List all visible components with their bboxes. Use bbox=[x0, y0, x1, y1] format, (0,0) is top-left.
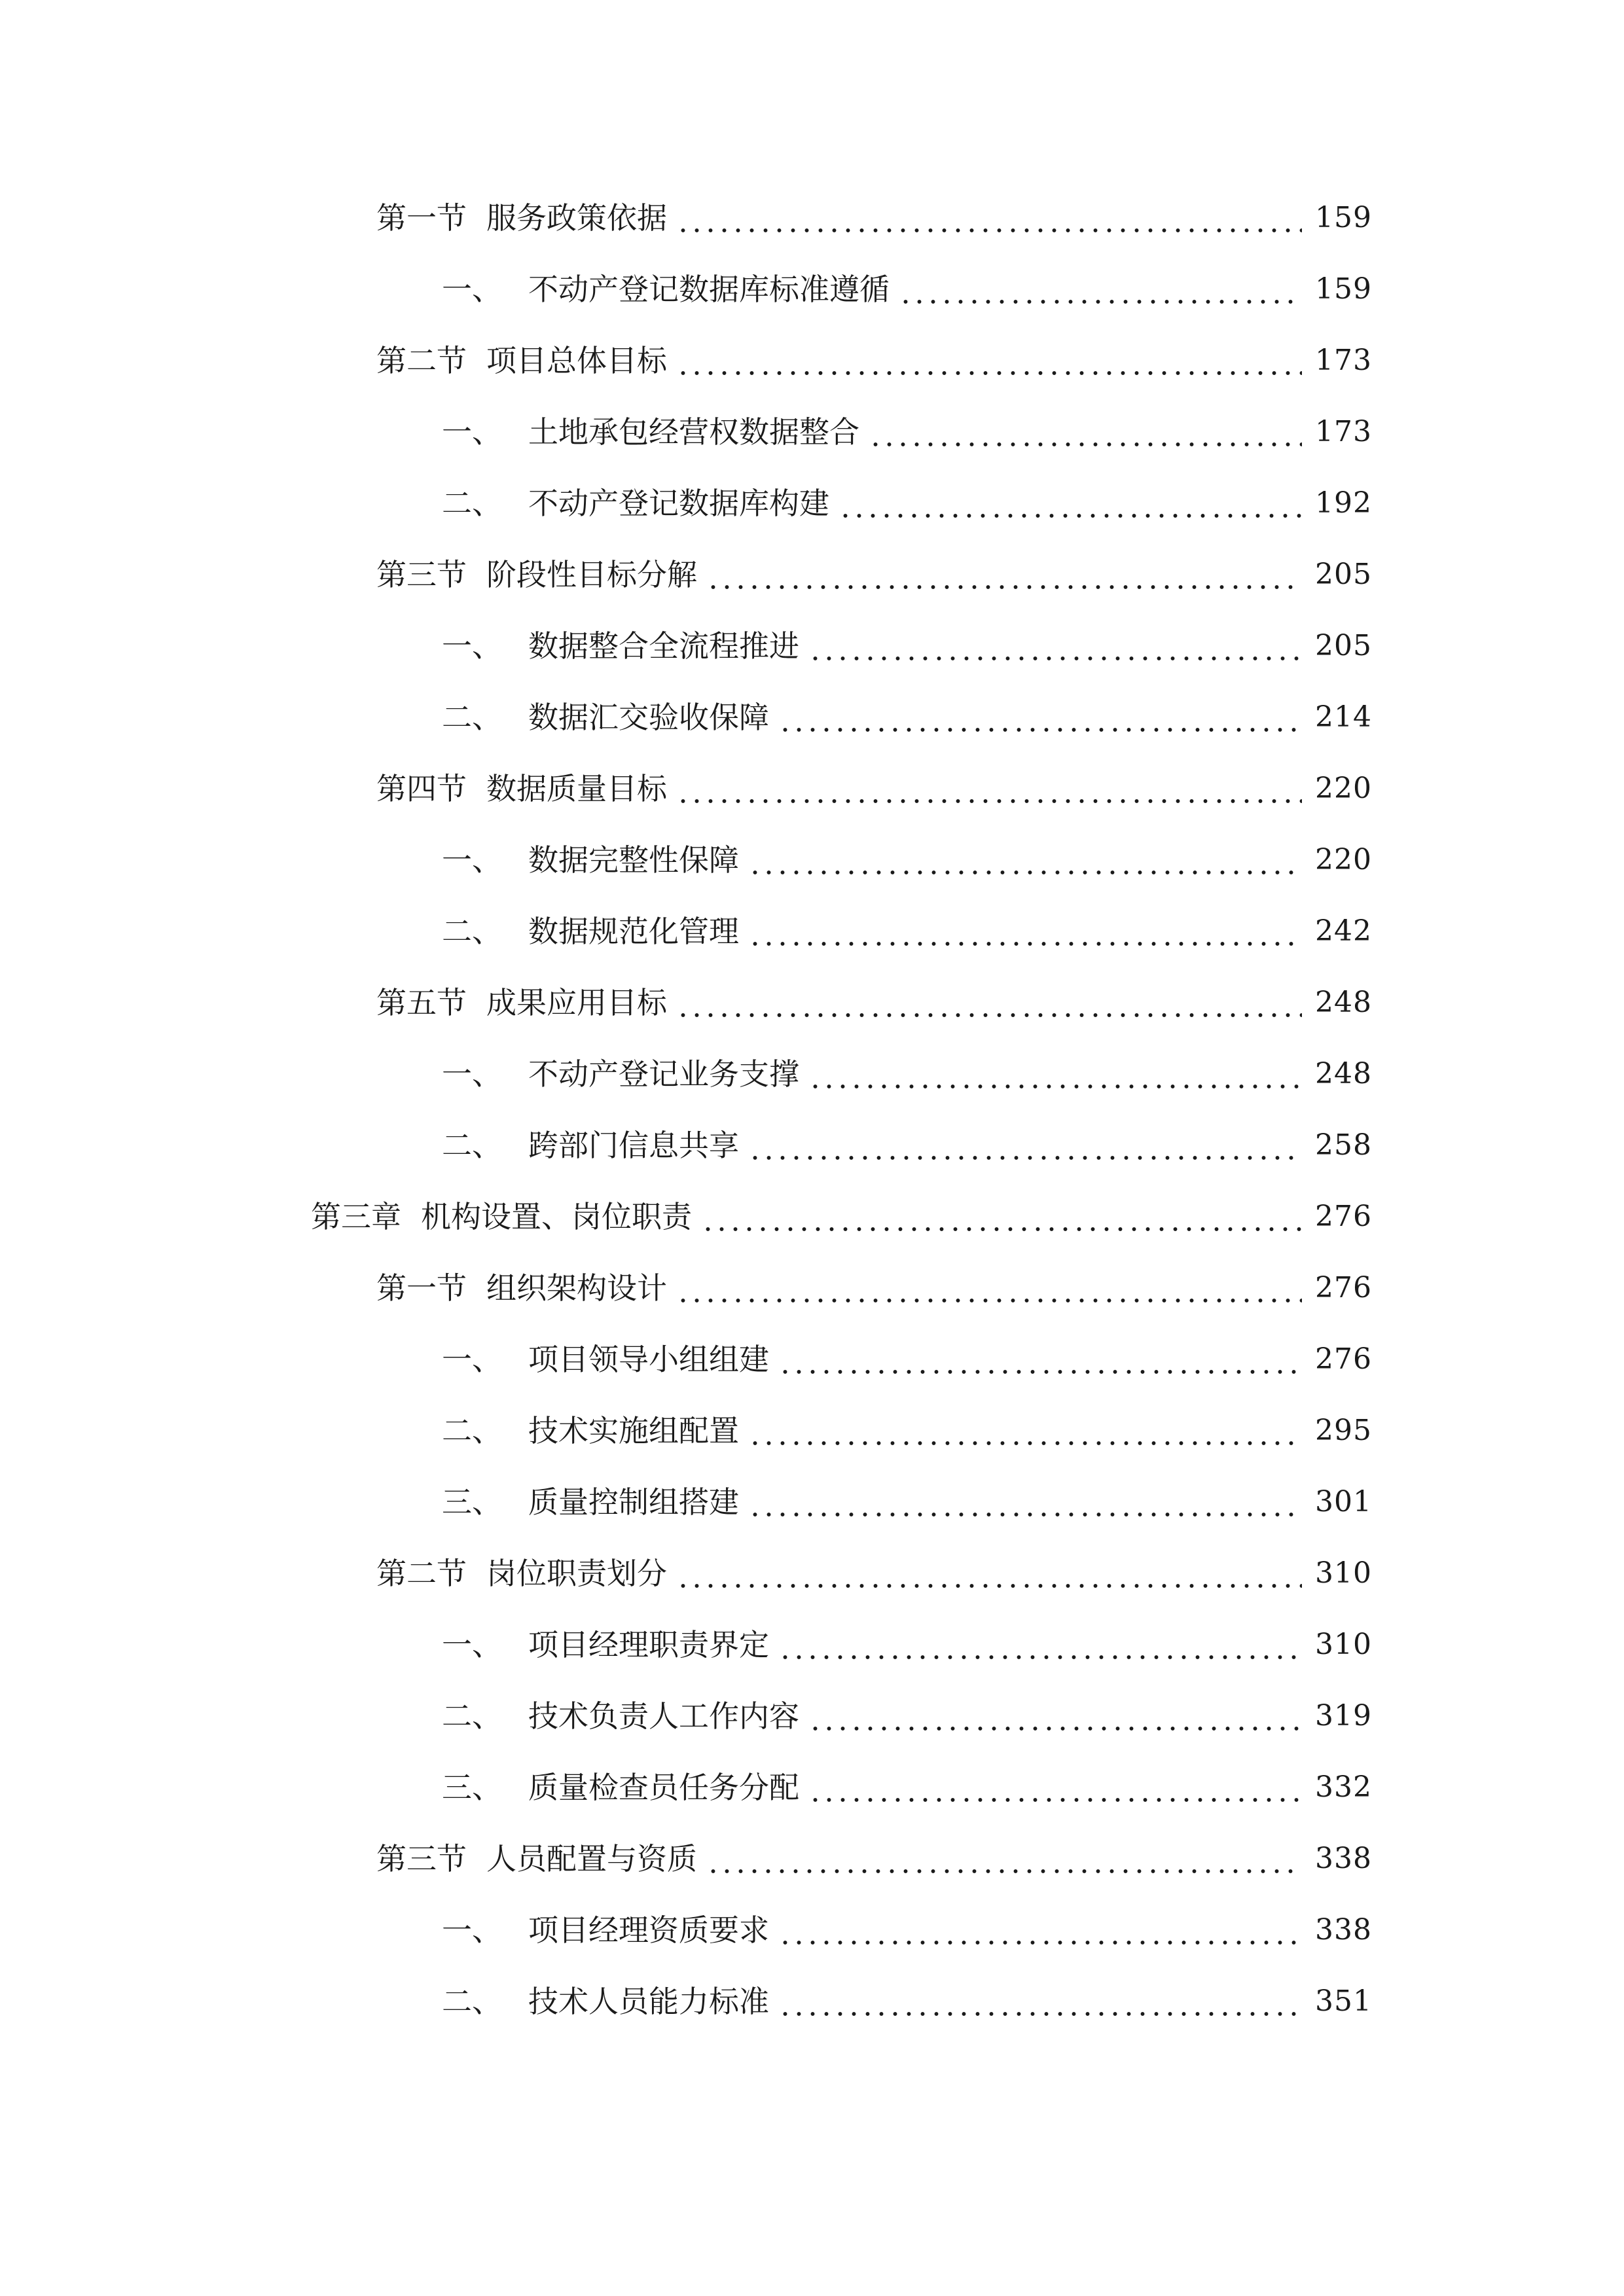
toc-title: 项目经理职责界定 bbox=[528, 1627, 769, 1662]
toc-title: 技术实施组配置 bbox=[528, 1413, 739, 1448]
dot-leader bbox=[748, 1405, 1302, 1457]
toc-page-number: 310 bbox=[1315, 1628, 1372, 1661]
toc-page-number: 276 bbox=[1315, 1342, 1372, 1376]
toc-entry[interactable] bbox=[376, 1547, 1372, 1600]
dot-leader bbox=[676, 762, 1302, 815]
toc-title: 数据汇交验收保障 bbox=[528, 700, 769, 735]
toc-page-number: 258 bbox=[1315, 1128, 1372, 1162]
toc-entry[interactable] bbox=[442, 1333, 1372, 1386]
toc-title: 土地承包经营权数据整合 bbox=[528, 414, 859, 450]
toc-entry[interactable] bbox=[376, 334, 1372, 387]
toc-title: 人员配置与资质 bbox=[486, 1841, 697, 1876]
toc-page-number: 205 bbox=[1315, 558, 1372, 591]
toc-entry[interactable] bbox=[442, 620, 1372, 672]
toc-label: 第二节 bbox=[376, 343, 467, 378]
toc-label: 一、 bbox=[442, 1912, 502, 1948]
toc-entry[interactable] bbox=[376, 548, 1372, 601]
toc-entry[interactable] bbox=[442, 1476, 1372, 1528]
dot-leader bbox=[748, 834, 1302, 886]
toc-label: 第二节 bbox=[376, 1556, 467, 1591]
dot-leader bbox=[676, 977, 1302, 1029]
toc-label: 第一节 bbox=[376, 1270, 467, 1306]
toc-page-number: 220 bbox=[1315, 772, 1372, 805]
toc-entry[interactable] bbox=[442, 1904, 1372, 1956]
toc-page-number: 276 bbox=[1315, 1200, 1372, 1233]
toc-entry[interactable] bbox=[442, 905, 1372, 958]
toc-entry[interactable] bbox=[442, 1048, 1372, 1100]
toc-label: 一、 bbox=[442, 842, 502, 878]
toc-entry[interactable] bbox=[442, 406, 1372, 458]
toc-label: 二、 bbox=[442, 1413, 502, 1448]
toc-label: 一、 bbox=[442, 1342, 502, 1377]
toc-label: 一、 bbox=[442, 1056, 502, 1092]
toc-label: 一、 bbox=[442, 1627, 502, 1662]
toc-title: 项目总体目标 bbox=[486, 343, 667, 378]
toc-title: 不动产登记数据库标准遵循 bbox=[528, 272, 890, 307]
toc-label: 第三节 bbox=[376, 557, 467, 592]
toc-label: 第四节 bbox=[376, 771, 467, 806]
toc-label: 二、 bbox=[442, 700, 502, 735]
dot-leader bbox=[676, 192, 1302, 244]
dot-leader bbox=[778, 1333, 1302, 1386]
dot-leader bbox=[808, 620, 1302, 672]
dot-leader bbox=[676, 334, 1302, 387]
dot-leader bbox=[778, 1619, 1302, 1671]
toc-page-number: 338 bbox=[1315, 1913, 1372, 1946]
toc-label: 第一节 bbox=[376, 200, 467, 236]
toc-entry[interactable] bbox=[376, 1833, 1372, 1885]
toc-page-number: 295 bbox=[1315, 1414, 1372, 1447]
toc-title: 项目领导小组组建 bbox=[528, 1342, 769, 1377]
toc-page-number: 276 bbox=[1315, 1271, 1372, 1304]
toc-label: 二、 bbox=[442, 1698, 502, 1734]
toc-label: 三、 bbox=[442, 1484, 502, 1520]
toc-label: 二、 bbox=[442, 1984, 502, 2019]
toc-entry[interactable] bbox=[376, 1262, 1372, 1314]
toc-entry[interactable] bbox=[442, 1619, 1372, 1671]
toc-entry[interactable] bbox=[442, 1690, 1372, 1742]
toc-page-number: 173 bbox=[1315, 415, 1372, 448]
toc-label: 二、 bbox=[442, 914, 502, 949]
toc-label: 一、 bbox=[442, 272, 502, 307]
toc-page-number: 242 bbox=[1315, 914, 1372, 948]
toc-entry[interactable] bbox=[376, 762, 1372, 815]
toc-label: 二、 bbox=[442, 486, 502, 521]
dot-leader bbox=[778, 1975, 1302, 2028]
toc-page-number: 332 bbox=[1315, 1770, 1372, 1804]
toc-page-number: 205 bbox=[1315, 629, 1372, 662]
toc-title: 技术人员能力标准 bbox=[528, 1984, 769, 2019]
toc-title: 数据整合全流程推进 bbox=[528, 628, 799, 664]
toc-entry[interactable] bbox=[442, 1975, 1372, 2028]
toc-label: 三、 bbox=[442, 1770, 502, 1805]
toc-entry[interactable] bbox=[442, 834, 1372, 886]
toc-title: 阶段性目标分解 bbox=[486, 557, 697, 592]
toc-entry[interactable] bbox=[376, 192, 1372, 244]
toc-label: 一、 bbox=[442, 628, 502, 664]
toc-page-number: 351 bbox=[1315, 1984, 1372, 2018]
toc-title: 不动产登记业务支撑 bbox=[528, 1056, 799, 1092]
toc-title: 质量控制组搭建 bbox=[528, 1484, 739, 1520]
toc-page-number: 220 bbox=[1315, 843, 1372, 876]
dot-leader bbox=[899, 263, 1302, 315]
toc-title: 岗位职责划分 bbox=[486, 1556, 667, 1591]
toc-title: 机构设置、岗位职责 bbox=[421, 1199, 692, 1234]
toc-title: 质量检查员任务分配 bbox=[528, 1770, 799, 1805]
dot-leader bbox=[869, 406, 1302, 458]
toc-page-number: 310 bbox=[1315, 1556, 1372, 1590]
dot-leader bbox=[839, 477, 1302, 529]
toc-page-number: 319 bbox=[1315, 1699, 1372, 1732]
toc-page-number: 159 bbox=[1315, 272, 1372, 306]
dot-leader bbox=[748, 905, 1302, 958]
dot-leader bbox=[778, 1904, 1302, 1956]
toc-title: 服务政策依据 bbox=[486, 200, 667, 236]
toc-entry[interactable] bbox=[442, 263, 1372, 315]
toc-title: 数据完整性保障 bbox=[528, 842, 739, 878]
toc-entry[interactable] bbox=[442, 1761, 1372, 1814]
toc-page-number: 214 bbox=[1315, 700, 1372, 734]
toc-title: 组织架构设计 bbox=[486, 1270, 667, 1306]
toc-entry[interactable] bbox=[442, 1119, 1372, 1172]
dot-leader bbox=[748, 1476, 1302, 1528]
toc-page-number: 248 bbox=[1315, 986, 1372, 1019]
toc-page-number: 159 bbox=[1315, 201, 1372, 234]
toc-title: 数据规范化管理 bbox=[528, 914, 739, 949]
toc-label: 第三章 bbox=[311, 1199, 401, 1234]
toc-title: 项目经理资质要求 bbox=[528, 1912, 769, 1948]
toc-page-number: 173 bbox=[1315, 344, 1372, 377]
toc-entry[interactable] bbox=[442, 691, 1372, 744]
toc-label: 第三节 bbox=[376, 1841, 467, 1876]
dot-leader bbox=[706, 548, 1302, 601]
toc-page-number: 338 bbox=[1315, 1842, 1372, 1875]
dot-leader bbox=[778, 691, 1302, 744]
dot-leader bbox=[808, 1048, 1302, 1100]
dot-leader bbox=[808, 1690, 1302, 1742]
toc-page-number: 192 bbox=[1315, 486, 1372, 520]
toc-entry[interactable] bbox=[376, 977, 1372, 1029]
toc-label: 一、 bbox=[442, 414, 502, 450]
toc-entry[interactable] bbox=[311, 1191, 1372, 1243]
toc-title: 不动产登记数据库构建 bbox=[528, 486, 829, 521]
toc-title: 成果应用目标 bbox=[486, 985, 667, 1020]
toc-page-number: 301 bbox=[1315, 1485, 1372, 1518]
toc-title: 跨部门信息共享 bbox=[528, 1128, 739, 1163]
dot-leader bbox=[748, 1119, 1302, 1172]
dot-leader bbox=[676, 1262, 1302, 1314]
toc-page-number: 248 bbox=[1315, 1057, 1372, 1090]
toc-label: 二、 bbox=[442, 1128, 502, 1163]
toc-title: 技术负责人工作内容 bbox=[528, 1698, 799, 1734]
dot-leader bbox=[701, 1191, 1302, 1243]
toc-title: 数据质量目标 bbox=[486, 771, 667, 806]
dot-leader bbox=[676, 1547, 1302, 1600]
toc-entry[interactable] bbox=[442, 477, 1372, 529]
dot-leader bbox=[808, 1761, 1302, 1814]
toc-label: 第五节 bbox=[376, 985, 467, 1020]
toc-entry[interactable] bbox=[442, 1405, 1372, 1457]
dot-leader bbox=[706, 1833, 1302, 1885]
